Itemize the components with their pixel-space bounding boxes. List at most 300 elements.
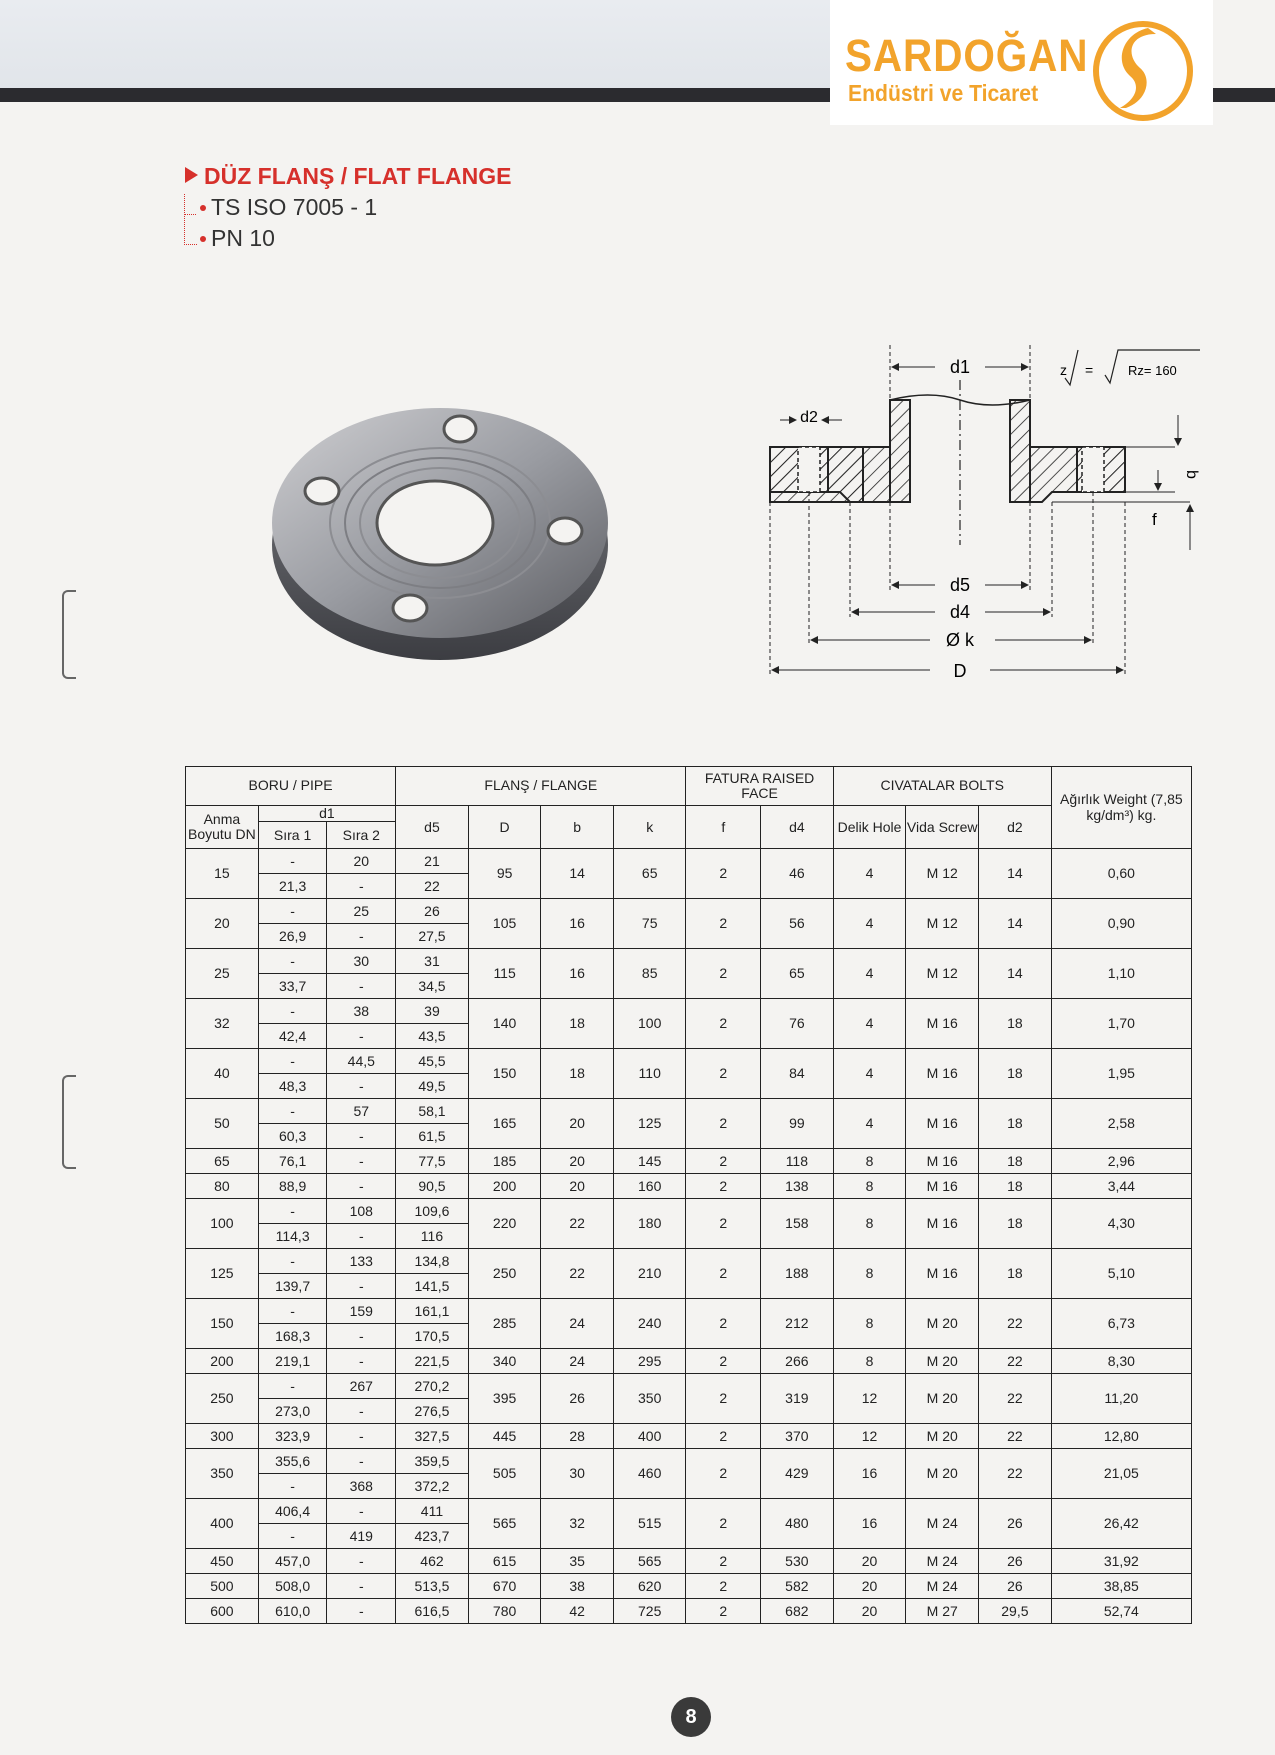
cell-sira1: 60,3 [258,1124,327,1149]
cell-d5: 61,5 [396,1124,469,1149]
table-row [186,1249,1192,1274]
cell-w: 21,05 [1051,1449,1191,1499]
dim-d1: d1 [949,357,971,377]
cell-b: 20 [541,1149,614,1174]
header-dn: Anma Boyutu DN [186,806,259,849]
cell-f: 2 [686,1199,761,1249]
flange-spec-table [185,766,1192,1624]
cell-sira1: 139,7 [258,1274,327,1299]
cell-b: 20 [541,1174,614,1199]
cell-screw: M 12 [906,849,979,899]
cell-d5: 109,6 [396,1199,469,1224]
cell-b: 24 [541,1349,614,1374]
cell-sira2: 25 [327,899,396,924]
cell-k: 460 [613,1449,686,1499]
cell-d4: 138 [761,1174,834,1199]
cell-f: 2 [686,1349,761,1374]
cell-k: 725 [613,1599,686,1624]
cell-d2: 18 [979,1099,1052,1149]
spec-item [200,225,275,252]
header-flange: FLANŞ / FLANGE [396,767,686,806]
header-screw: Vida Screw [906,806,979,849]
header-b: b [541,806,614,849]
cell-sira1: 355,6 [258,1449,327,1474]
cell-d4: 99 [761,1099,834,1149]
cell-d5: 27,5 [396,924,469,949]
cell-w: 3,44 [1051,1174,1191,1199]
cell-f: 2 [686,999,761,1049]
cell-screw: M 16 [906,1249,979,1299]
cell-D: 565 [468,1499,541,1549]
page-number: 8 [671,1697,711,1737]
cell-d4: 530 [761,1549,834,1574]
surface-z: z [1060,362,1067,378]
cell-dn: 80 [186,1174,259,1199]
cell-screw: M 16 [906,1199,979,1249]
cell-sira2: - [327,1574,396,1599]
cell-d4: 158 [761,1199,834,1249]
cell-screw: M 16 [906,1149,979,1174]
cell-f: 2 [686,1149,761,1174]
cell-sira2: - [327,1124,396,1149]
cell-dn: 125 [186,1249,259,1299]
cell-sira2: - [327,1599,396,1624]
cell-w: 5,10 [1051,1249,1191,1299]
cell-D: 200 [468,1174,541,1199]
header-d2: d2 [979,806,1052,849]
cell-dn: 300 [186,1424,259,1449]
cell-d4: 84 [761,1049,834,1099]
cell-hole: 8 [833,1149,906,1174]
dim-d5: d5 [949,575,971,595]
cell-b: 35 [541,1549,614,1574]
cell-d2: 26 [979,1574,1052,1599]
cell-D: 105 [468,899,541,949]
cell-d5: 49,5 [396,1074,469,1099]
cell-dn: 200 [186,1349,259,1374]
cell-d4: 370 [761,1424,834,1449]
brand-logo [830,0,1213,125]
cell-dn: 150 [186,1299,259,1349]
header-f: f [686,806,761,849]
cell-sira2: - [327,1499,396,1524]
header-pipe: BORU / PIPE [186,767,396,806]
cell-screw: M 16 [906,1049,979,1099]
cell-D: 220 [468,1199,541,1249]
cell-d5: 221,5 [396,1349,469,1374]
cell-sira2: 44,5 [327,1049,396,1074]
cell-D: 285 [468,1299,541,1349]
cell-w: 2,58 [1051,1099,1191,1149]
cell-hole: 20 [833,1574,906,1599]
cell-d5: 45,5 [396,1049,469,1074]
cell-d2: 18 [979,1174,1052,1199]
table-row [186,1574,1192,1599]
cell-b: 22 [541,1199,614,1249]
cell-sira2: - [327,1349,396,1374]
cell-hole: 8 [833,1174,906,1199]
cell-D: 95 [468,849,541,899]
cell-d5: 327,5 [396,1424,469,1449]
cell-f: 2 [686,1499,761,1549]
header-D: D [468,806,541,849]
cell-d5: 31 [396,949,469,974]
cell-d5: 372,2 [396,1474,469,1499]
cell-screw: M 24 [906,1499,979,1549]
cell-b: 16 [541,949,614,999]
spec-standard: TS ISO 7005 - 1 [211,194,378,220]
table-row [186,949,1192,974]
cell-sira1: 33,7 [258,974,327,999]
header-d4: d4 [761,806,834,849]
cell-k: 565 [613,1549,686,1574]
cell-dn: 40 [186,1049,259,1099]
cell-d5: 462 [396,1549,469,1574]
cell-sira1: 508,0 [258,1574,327,1599]
cell-D: 115 [468,949,541,999]
cell-b: 24 [541,1299,614,1349]
brand-emblem-icon [1088,16,1198,126]
cell-d4: 319 [761,1374,834,1424]
cell-f: 2 [686,1174,761,1199]
cell-w: 12,80 [1051,1424,1191,1449]
cell-sira2: - [327,1549,396,1574]
cell-D: 615 [468,1549,541,1574]
spec-pressure: PN 10 [211,225,275,251]
cell-d5: 359,5 [396,1449,469,1474]
cell-b: 32 [541,1499,614,1549]
header-d1: d1 [258,806,395,822]
cell-sira1: 114,3 [258,1224,327,1249]
cell-f: 2 [686,1549,761,1574]
table-row [186,899,1192,924]
header-weight: Ağırlık Weight (7,85 kg/dm³) kg. [1051,767,1191,849]
cell-sira1: 273,0 [258,1399,327,1424]
cell-f: 2 [686,949,761,999]
cell-sira1: 457,0 [258,1549,327,1574]
cell-d2: 18 [979,1049,1052,1099]
cell-d4: 212 [761,1299,834,1349]
cell-sira1: - [258,999,327,1024]
cell-sira1: 610,0 [258,1599,327,1624]
cell-sira1: 42,4 [258,1024,327,1049]
cell-d4: 480 [761,1499,834,1549]
flange-section-diagram [760,345,1200,695]
cell-k: 400 [613,1424,686,1449]
cell-sira2: - [327,1074,396,1099]
cell-D: 250 [468,1249,541,1299]
cell-w: 38,85 [1051,1574,1191,1599]
cell-sira2: - [327,1149,396,1174]
header-sira2: Sıra 2 [327,822,396,849]
cell-screw: M 27 [906,1599,979,1624]
cell-d2: 14 [979,899,1052,949]
cell-d5: 411 [396,1499,469,1524]
cell-hole: 12 [833,1424,906,1449]
cell-w: 6,73 [1051,1299,1191,1349]
table-row [186,999,1192,1024]
cell-d2: 29,5 [979,1599,1052,1624]
cell-f: 2 [686,1099,761,1149]
cell-sira2: - [327,1224,396,1249]
cell-sira2: - [327,974,396,999]
cell-w: 0,90 [1051,899,1191,949]
cell-hole: 12 [833,1374,906,1424]
cell-k: 180 [613,1199,686,1249]
cell-d5: 276,5 [396,1399,469,1424]
cell-dn: 15 [186,849,259,899]
cell-sira2: 159 [327,1299,396,1324]
cell-sira2: 30 [327,949,396,974]
cell-hole: 20 [833,1599,906,1624]
cell-d5: 423,7 [396,1524,469,1549]
cell-f: 2 [686,899,761,949]
cell-D: 165 [468,1099,541,1149]
cell-d5: 134,8 [396,1249,469,1274]
cell-sira2: 133 [327,1249,396,1274]
cell-hole: 8 [833,1249,906,1299]
cell-k: 65 [613,849,686,899]
page-title [185,163,511,190]
cell-b: 38 [541,1574,614,1599]
cell-sira2: - [327,874,396,899]
cell-D: 140 [468,999,541,1049]
cell-k: 210 [613,1249,686,1299]
spec-bracket-mid [184,194,196,215]
cell-sira1: 323,9 [258,1424,327,1449]
cell-b: 22 [541,1249,614,1299]
cell-screw: M 20 [906,1424,979,1449]
dim-k: Ø k [945,630,975,650]
cell-sira1: - [258,1374,327,1399]
cell-w: 31,92 [1051,1549,1191,1574]
cell-d5: 34,5 [396,974,469,999]
cell-sira2: - [327,1174,396,1199]
title-text: DÜZ FLANŞ / FLAT FLANGE [204,163,512,189]
cell-D: 185 [468,1149,541,1174]
cell-d2: 22 [979,1349,1052,1374]
cell-dn: 600 [186,1599,259,1624]
cell-f: 2 [686,1599,761,1624]
cell-d2: 26 [979,1549,1052,1574]
cell-sira1: 21,3 [258,874,327,899]
cell-sira1: - [258,899,327,924]
cell-d5: 58,1 [396,1099,469,1124]
header-d5: d5 [396,806,469,849]
cell-dn: 25 [186,949,259,999]
cell-f: 2 [686,1249,761,1299]
cell-dn: 250 [186,1374,259,1424]
table-row [186,1424,1192,1449]
cell-hole: 4 [833,899,906,949]
table-row [186,1349,1192,1374]
cell-D: 780 [468,1599,541,1624]
cell-sira1: 88,9 [258,1174,327,1199]
flange-photo [270,395,610,665]
cell-d4: 266 [761,1349,834,1374]
cell-w: 1,70 [1051,999,1191,1049]
cell-hole: 4 [833,849,906,899]
cell-w: 1,95 [1051,1049,1191,1099]
dim-f: f [1152,510,1157,529]
cell-d2: 22 [979,1424,1052,1449]
cell-screw: M 16 [906,999,979,1049]
cell-dn: 65 [186,1149,259,1174]
cell-k: 110 [613,1049,686,1099]
cell-sira1: - [258,1099,327,1124]
cell-d2: 22 [979,1299,1052,1349]
cell-d5: 26 [396,899,469,924]
cell-f: 2 [686,1424,761,1449]
table-row [186,1049,1192,1074]
cell-d5: 616,5 [396,1599,469,1624]
cell-f: 2 [686,1049,761,1099]
cell-b: 42 [541,1599,614,1624]
binding-mark [62,590,76,679]
cell-f: 2 [686,1299,761,1349]
cell-d5: 116 [396,1224,469,1249]
cell-d2: 18 [979,1199,1052,1249]
dim-b: b [1183,470,1200,479]
cell-d4: 76 [761,999,834,1049]
cell-d4: 429 [761,1449,834,1499]
cell-d5: 77,5 [396,1149,469,1174]
cell-d2: 22 [979,1449,1052,1499]
cell-hole: 4 [833,1099,906,1149]
cell-sira2: 419 [327,1524,396,1549]
cell-screw: M 24 [906,1549,979,1574]
dot-bullet-icon [200,205,206,211]
cell-sira1: 48,3 [258,1074,327,1099]
cell-d2: 18 [979,999,1052,1049]
cell-k: 85 [613,949,686,999]
cell-sira1: 406,4 [258,1499,327,1524]
triangle-bullet-icon [185,167,198,183]
cell-D: 150 [468,1049,541,1099]
cell-sira1: - [258,1249,327,1274]
cell-d5: 22 [396,874,469,899]
cell-sira2: 267 [327,1374,396,1399]
surface-roughness: Rz= 160 [1128,363,1177,378]
table-row [186,1499,1192,1524]
cell-sira2: - [327,1424,396,1449]
cell-hole: 8 [833,1199,906,1249]
cell-d4: 682 [761,1599,834,1624]
cell-k: 350 [613,1374,686,1424]
cell-sira2: 20 [327,849,396,874]
cell-sira2: - [327,924,396,949]
cell-d4: 118 [761,1149,834,1174]
cell-dn: 400 [186,1499,259,1549]
cell-b: 26 [541,1374,614,1424]
cell-d4: 188 [761,1249,834,1299]
cell-D: 505 [468,1449,541,1499]
cell-dn: 500 [186,1574,259,1599]
cell-hole: 16 [833,1449,906,1499]
cell-d5: 43,5 [396,1024,469,1049]
cell-hole: 20 [833,1549,906,1574]
cell-sira2: - [327,1449,396,1474]
cell-sira1: - [258,1199,327,1224]
cell-screw: M 16 [906,1174,979,1199]
cell-k: 515 [613,1499,686,1549]
cell-sira1: 219,1 [258,1349,327,1374]
cell-k: 240 [613,1299,686,1349]
table-row [186,1374,1192,1399]
cell-d2: 26 [979,1499,1052,1549]
spec-item [200,194,377,221]
cell-d5: 141,5 [396,1274,469,1299]
table-row [186,1149,1192,1174]
cell-k: 75 [613,899,686,949]
cell-sira2: - [327,1274,396,1299]
cell-d4: 65 [761,949,834,999]
cell-b: 16 [541,899,614,949]
header-k: k [613,806,686,849]
cell-sira2: - [327,1024,396,1049]
cell-k: 145 [613,1149,686,1174]
cell-d5: 513,5 [396,1574,469,1599]
cell-d5: 170,5 [396,1324,469,1349]
brand-tagline: Endüstri ve Ticaret [848,80,1039,106]
cell-d5: 270,2 [396,1374,469,1399]
cell-dn: 50 [186,1099,259,1149]
cell-k: 125 [613,1099,686,1149]
cell-dn: 350 [186,1449,259,1499]
cell-d4: 46 [761,849,834,899]
cell-b: 28 [541,1424,614,1449]
cell-f: 2 [686,1574,761,1599]
cell-screw: M 12 [906,949,979,999]
brand-name: SARDOĞAN [845,30,1089,81]
cell-f: 2 [686,849,761,899]
header-hole: Delik Hole [833,806,906,849]
cell-w: 4,30 [1051,1199,1191,1249]
header-bolts: CIVATALAR BOLTS [833,767,1051,806]
cell-sira1: - [258,1474,327,1499]
cell-D: 340 [468,1349,541,1374]
dim-d2: d2 [800,409,818,426]
cell-sira1: - [258,1524,327,1549]
cell-b: 18 [541,999,614,1049]
cell-sira2: - [327,1399,396,1424]
cell-d2: 18 [979,1249,1052,1299]
header-rule-right [1213,88,1275,102]
cell-sira2: - [327,1324,396,1349]
cell-dn: 450 [186,1549,259,1574]
table-row [186,1549,1192,1574]
cell-screw: M 24 [906,1574,979,1599]
dim-D: D [953,661,967,681]
cell-dn: 100 [186,1199,259,1249]
cell-b: 18 [541,1049,614,1099]
cell-d5: 90,5 [396,1174,469,1199]
binding-mark [62,1075,76,1169]
header-sira1: Sıra 1 [258,822,327,849]
cell-d2: 18 [979,1149,1052,1174]
cell-hole: 8 [833,1349,906,1374]
cell-hole: 4 [833,1049,906,1099]
cell-dn: 20 [186,899,259,949]
table-row [186,849,1192,874]
cell-d2: 14 [979,849,1052,899]
cell-k: 620 [613,1574,686,1599]
cell-sira1: - [258,849,327,874]
cell-w: 52,74 [1051,1599,1191,1624]
table-row [186,1174,1192,1199]
table-row [186,1299,1192,1324]
cell-screw: M 20 [906,1349,979,1374]
